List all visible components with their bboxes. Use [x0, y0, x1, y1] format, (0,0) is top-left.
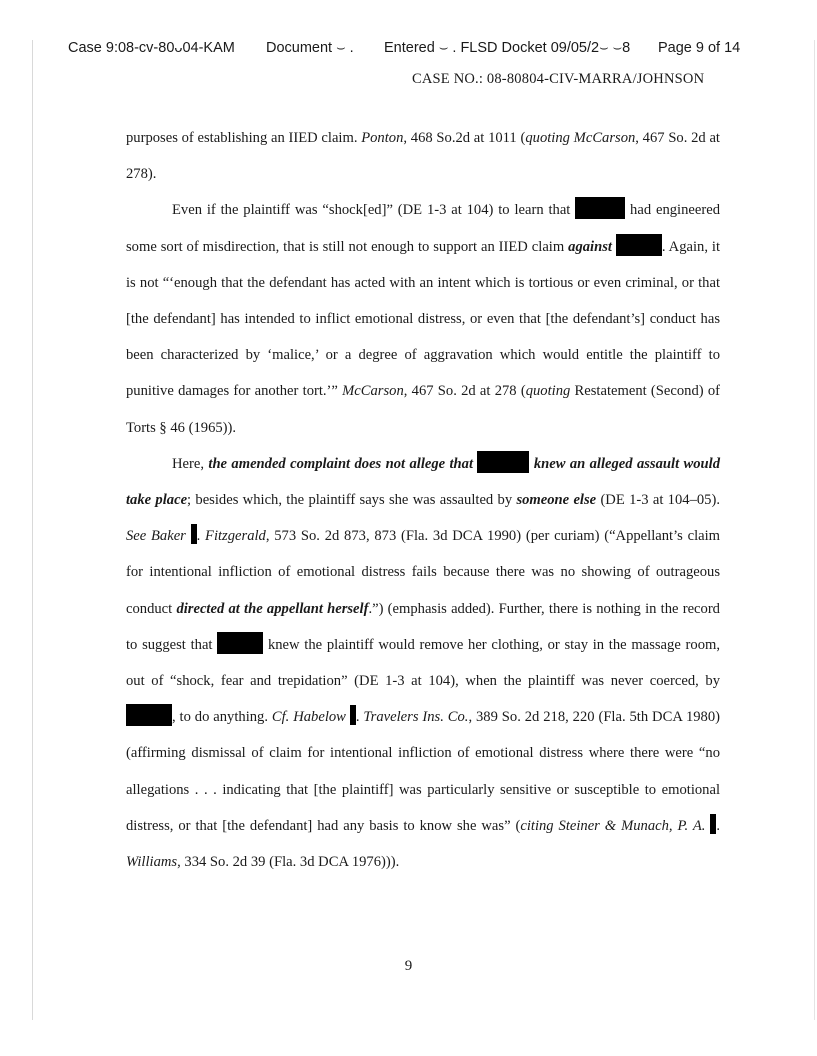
text-run: . [716, 817, 720, 834]
case-number-stamp: Case 9:08-cv-80ᴗ04-KAM [68, 40, 235, 56]
page-stamp: Page 9 of 14 [658, 40, 741, 56]
text-run: . [196, 528, 206, 545]
text-run: ; besides which, the plaintiff says she was assaulted by [187, 492, 517, 509]
case-citation: citing Steiner & Munach, P. A. [520, 817, 706, 834]
text-run: . [355, 709, 364, 726]
text-run: .”) (emphasis added). Further, there is nothing in the record to suggest that [126, 600, 720, 653]
emphasis: knew an alleged assault would take place [126, 455, 720, 509]
text-run: , 468 So.2d at 1011 ( [403, 130, 526, 146]
text-run: Even if the plaintiff was “shock[ed]” (DE 1-3 at 104) to learn that [172, 202, 576, 219]
text-run: had engineered some sort of misdirection, that is still not enough to support an IIED claim [126, 202, 720, 255]
case-citation: Ponton [361, 130, 404, 146]
text-run: Restatement (Second) of Torts § 46 (1965)). [126, 383, 720, 436]
emphasis: against [568, 238, 612, 255]
citation-signal: quoting [525, 383, 571, 400]
redaction-block [217, 632, 263, 654]
text-run: , 467 So. 2d at 278 ( [403, 383, 526, 400]
entered-stamp: Entered ⌣ . FLSD Docket 09/05/2⌣ ⌣8 [384, 40, 631, 56]
emphasis: directed at the appellant herself [176, 600, 369, 617]
text-run: , to do anything. [172, 709, 272, 726]
text-run: , 389 So. 2d 218, 220 (Fla. 5th DCA 1980) (affirming dismissal of claim for intentional infliction of emotional distress where there were “no allegations . . . indicating that [the plaintiff] was particularly sensitive or susceptible to emotional distress, or that [the defendant] had any basis to know she was” ( [126, 709, 720, 834]
document-stamp: Document ⌣ . [266, 40, 354, 56]
redaction-block [477, 451, 529, 473]
paragraph-2 [126, 192, 720, 445]
case-no-line: CASE NO.: 08-80804-CIV-MARRA/JOHNSON [412, 71, 705, 87]
case-citation: Travelers Ins. Co. [363, 709, 469, 726]
case-citation: See Baker [126, 528, 186, 545]
text-run: , 334 So. 2d 39 (Fla. 3d DCA 1976))). [177, 854, 400, 871]
redaction-block [126, 704, 172, 726]
text-run: Here, [172, 455, 209, 472]
case-citation: quoting McCarson [525, 130, 636, 146]
document-body [126, 120, 720, 880]
text-run: , 467 So. 2d at 278). [126, 130, 720, 183]
scan-edge-right [814, 40, 815, 1020]
text-run: (DE 1-3 at 104–05). [596, 492, 720, 509]
paragraph-1 [126, 120, 720, 192]
scan-edge-left [32, 40, 33, 1020]
case-citation: McCarson [342, 383, 404, 400]
paragraph-3 [126, 446, 720, 880]
case-citation: Fitzgerald [205, 528, 266, 545]
case-citation: Williams [126, 854, 178, 871]
emphasis: someone else [516, 492, 597, 509]
page-number: 9 [404, 958, 413, 974]
text-run: purposes of establishing an IIED claim. [126, 130, 362, 146]
redaction-block [575, 197, 625, 219]
text-run: . Again, it is not “‘enough that the defendant has acted with an intent which is tortious or even criminal, or that [the defendant] has intended to inflict emotional distress, or even that [the defendant’s] conduct has been characterized by ‘malice,’ or a degree of aggravation which would entitle the plaintiff to punitive damages for another tort.’” [126, 238, 721, 400]
redaction-block [616, 234, 662, 256]
case-citation: Cf. Habelow [271, 709, 346, 726]
text-run: knew the plaintiff would remove her clothing, or stay in the massage room, out of “shock, fear and trepidation” (DE 1-3 at 104), when the plaintiff was never coerced, by [126, 636, 720, 690]
emphasis: the amended complaint does not allege that [208, 455, 474, 472]
text-run: , 573 So. 2d 873, 873 (Fla. 3d DCA 1990) (per curiam) (“Appellant’s claim for intentional infliction of emotional distress fails because there was no showing of outrageous conduct [126, 528, 721, 617]
